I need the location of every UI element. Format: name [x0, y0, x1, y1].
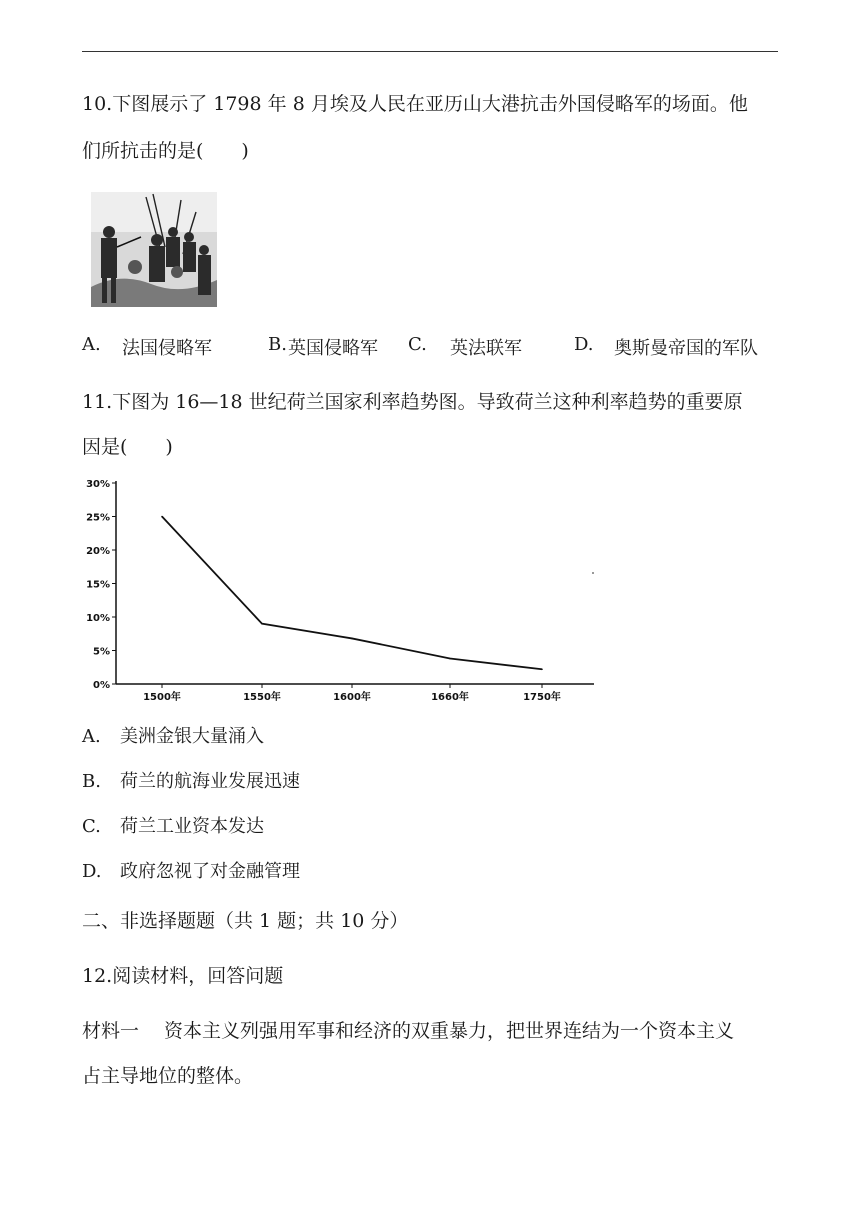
data-point: [351, 638, 353, 640]
q10-options: A. 法国侵略军 B. 英国侵略军 C. 英法联军 D. 奥斯曼帝国的军队: [82, 334, 758, 359]
y-tick-label: 0%: [93, 680, 110, 691]
q11-option-a[interactable]: A. 美洲金银大量涌入: [82, 726, 264, 747]
battle-illustration: [91, 192, 217, 307]
x-tick-label: 1550年: [243, 692, 281, 703]
y-tick-label: 15%: [86, 579, 110, 591]
q11-stem-line1: 11.下图为 16—18 世纪荷兰国家利率趋势图。导致荷兰这种利率趋势的重要原: [82, 391, 743, 413]
y-tick-label: 25%: [86, 512, 110, 524]
q11-option-c[interactable]: C. 荷兰工业资本发达: [82, 816, 264, 837]
data-point: [541, 668, 543, 670]
q10-stem-line2: 们所抗击的是( ): [82, 140, 249, 162]
data-point: [449, 658, 451, 660]
q11-option-b[interactable]: B. 荷兰的航海业发展迅速: [82, 771, 300, 792]
section2-title: 二、非选择题题（共 1 题；共 10 分）: [82, 910, 409, 932]
q12-stem: 12.阅读材料，回答问题: [82, 965, 284, 987]
x-tick-label: 1660年: [431, 692, 469, 703]
interest-rate-line: [162, 517, 542, 670]
x-tick-label: 1500年: [143, 692, 181, 703]
y-tick-label: 20%: [86, 546, 110, 557]
interest-rate-chart: [82, 474, 602, 709]
material1-line1: 材料一 资本主义列强用军事和经济的双重暴力，把世界连结为一个资本主义: [82, 1020, 735, 1042]
material1-line2: 占主导地位的整体。: [82, 1065, 254, 1087]
header-rule: [82, 51, 778, 52]
x-tick-label: 1750年: [523, 692, 561, 703]
y-tick-label: 10%: [86, 613, 110, 624]
x-tick-label: 1600年: [333, 692, 371, 703]
stray-dot: [592, 572, 594, 574]
y-tick-label: 5%: [93, 646, 110, 658]
data-point: [161, 516, 163, 518]
q11-option-d[interactable]: D. 政府忽视了对金融管理: [82, 861, 300, 882]
q11-stem-line2: 因是( ): [82, 436, 173, 458]
q10-stem-line1: 10.下图展示了 1798 年 8 月埃及人民在亚历山大港抗击外国侵略军的场面。他: [82, 93, 748, 115]
y-tick-label: 30%: [86, 479, 110, 490]
data-point: [261, 623, 263, 625]
